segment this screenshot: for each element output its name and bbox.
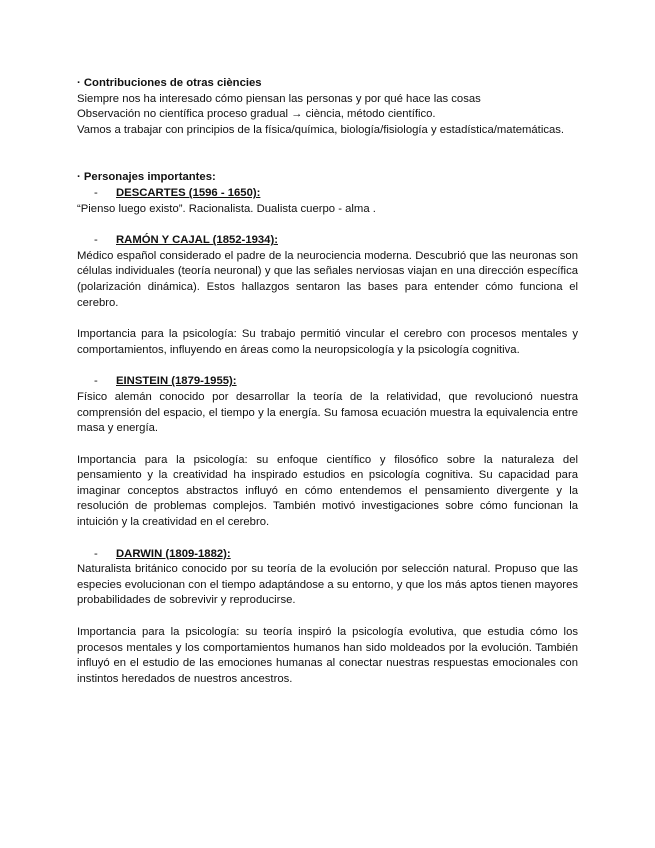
contributions-heading: · Contribuciones de otras ciències [77,77,262,89]
darwin-heading [77,547,578,563]
contributions-line-1: Siempre nos ha interesado cómo piensan las personas y por qué hace las cosas [77,92,481,105]
descartes-heading [77,186,578,202]
list-dash: - [94,186,98,199]
einstein-heading [77,374,578,390]
contributions-line-3: Vamos a trabajar con principios de la física/química, biología/fisiología y estadística/matemáticas. [77,123,565,136]
einstein-text: Físico alemán conocido por desarrollar la teoría de la relatividad, que revolucionó nuestra comprensión del espacio, el tiempo y la energía. Su famosa ecuación muestra la equivalencia entre masa y energía. [77,390,578,435]
einstein-importance: Importancia para la psicología: su enfoque científico y filosófico sobre la naturaleza del pensamiento y la creatividad ha inspirado estudios en psicología cognitiva. Su capacidad para imaginar conceptos abstractos influyó en cómo entendemos el pensamiento divergente y la resolución de problemas complejos. También motivó investigaciones sobre cómo funcionan la intuición y la creatividad en el cerebro. [77,453,578,529]
cajal-text: Médico español considerado el padre de la neurociencia moderna. Descubrió que las neuronas son células individuales (teoría neuronal) y que las señales nerviosas viajan en una dirección específica (polarización dinámica). Estos hallazgos sentaron las bases para entender cómo funciona el cerebro. [77,249,578,309]
cajal-name: RAMÓN Y CAJAL (1852-1934): [116,234,278,247]
cajal-importance: Importancia para la psicología: Su trabajo permitió vincular el cerebro con procesos mentales y comportamientos, influyendo en áreas como la neuropsicología y la psicología cognitiva. [77,328,578,356]
darwin-importance: Importancia para la psicología: su teoría inspiró la psicología evolutiva, que estudia cómo los procesos mentales y los comportamientos humanos han sido moldeados por la evolución. También influyó en el estudio de las emociones humanas al conectar nuestras respuestas emocionales con instintos heredados de nuestros ancestros. [77,626,578,685]
list-dash: - [94,375,98,388]
contributions-line-2: Observación no científica proceso gradual → ciència, método científico. [77,108,436,121]
descartes-name: DESCARTES (1596 - 1650): [116,186,261,199]
darwin-name: DARWIN (1809-1882): [116,547,231,560]
list-dash: - [94,234,98,247]
cajal-heading [77,233,578,249]
einstein-name: EINSTEIN (1879-1955): [116,375,237,388]
personajes-heading: · Personajes importantes: [77,171,216,184]
list-dash: - [94,547,98,560]
descartes-text: “Pienso luego existo”. Racionalista. Dualista cuerpo - alma . [77,202,376,215]
darwin-text: Naturalista británico conocido por su teoría de la evolución por selección natural. Propuso que las especies evolucionan con el tiempo adaptándose a su entorno, y que los más aptos tienen mayores probabilidades de sobrevivir y reproducirse. [77,563,578,607]
document-page [77,76,578,687]
